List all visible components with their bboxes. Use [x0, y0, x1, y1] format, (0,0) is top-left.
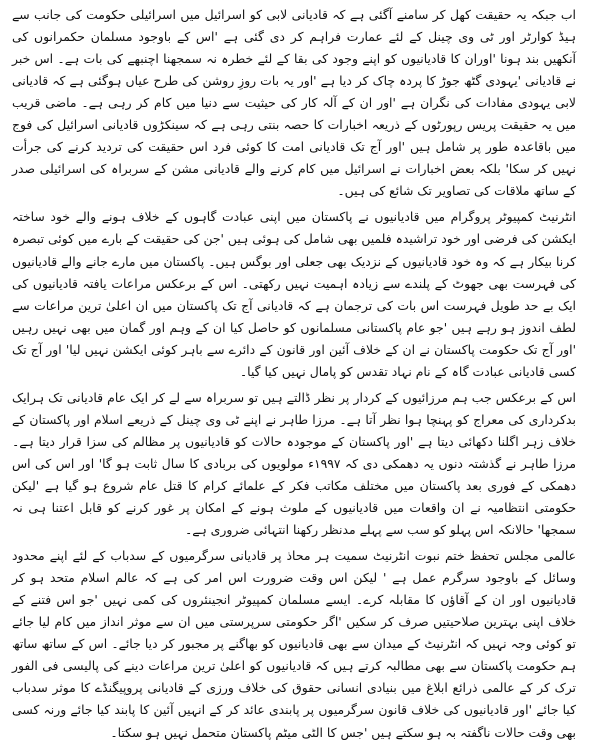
paragraph-3: اس کے برعکس جب ہم مرزائیوں کے کردار پر نظر ڈالتے ہیں تو سربراہ سے لے کر ایک عام قادیانی تک ہرایک بدکرداری کی معراج کو پہنچا ہوا نظر آتا ہے۔ مرزا طاہر نے اپنے ٹی وی چینل کے ذریعے اسلام اور پاکستان کے خلاف زہر اگلنا دکھائی دیتا ہے 'اور پاکستان کے موجودہ حالات کو قادیانیوں پر مظالم کی سزا قرار دیتا ہے۔ مرزا طاہر نے گذشتہ دنوں یہ دھمکی دی کہ ۱۹۹۷ء مولویوں کی بربادی کا سال ثابت ہو گا' اور اس کی اس دھمکی کے فوری بعد پاکستان میں مختلف مکاتب فکر کے علمائے کرام کا قتل عام شروع ہو گیا ہے 'لیکن حکومتی انتظامیہ نے ان واقعات میں قادیانیوں کے ملوث ہونے کے امکان پر غور کرنے کو قابل اعتنا ہی نہ سمجھا' حالانکہ اس پہلو کو سب سے پہلے مدنظر رکھنا انتہائی ضروری ہے۔ [12, 389, 576, 538]
paragraph-4: عالمی مجلس تحفظ ختم نبوت انٹرنیٹ سمیت ہر محاذ پر قادیانی سرگرمیوں کے سدباب کے لئے اپنے محدود وسائل کے باوجود سرگرم عمل ہے ' لیکن اس وقت ضرورت اس امر کی ہے کہ عالم اسلام متحد ہو کر قادیانیوں اور ان کے آقاؤں کا مقابلہ کرے۔ ایسے مسلمان کمپیوٹر انجینئروں کی کمی نہیں 'جو اس فتنے کے خلاف اپنی بہترین صلاحیتیں صرف کر سکیں 'اگر حکومتی سرپرستی میں ان سے موثر انداز میں کام لیا جائے تو کوئی وجہ نہیں کہ انٹرنیٹ کے میدان سے بھی قادیانیوں کو بھاگنے پر مجبور کر دیا جائے۔ اس کے ساتھ ساتھ ہم حکومت پاکستان سے بھی مطالبہ کرتے ہیں کہ قادیانیوں کو اعلیٰ ترین مراعات دینے کی پالیسی فی الفور ترک کر کے عالمی ذرائع ابلاغ میں بنیادی انسانی حقوق کی خلاف ورزی کے قادیانی پروپیگنڈے کا موثر سدباب کیا جائے 'اور قادیانیوں کی خلاف قانون سرگرمیوں پر پابندی عائد کر کے انہیں آئین کا پابند کیا جائے ورنہ کسی بھی وقت حالات ناگفتہ بہ ہو سکتے ہیں 'جس کا الٹی میٹم پاکستان متحمل نہیں ہو سکتا۔ [12, 548, 576, 740]
paragraph-1: اب جبکہ یہ حقیقت کھل کر سامنے آگئی ہے کہ قادیانی لابی کو اسرائیل میں اسرائیلی حکومت کی جانب سے ہیڈ کوارٹر اور ٹی وی چینل کے لئے عمارت فراہم کر دی گئی ہے 'اس کے باوجود مسلمان حکمرانوں کی آنکھیں بند ہونا 'اوران کا قادیانیوں کو اپنے وجود کی بقا کے لئے خطرہ نہ سمجھنا اچنبھے کی بات ہے۔ اس خبر نے قادیانی 'یہودی گٹھ جوڑ کا پردہ چاک کر دیا ہے 'اور یہ بات روزِ روشن کی طرح عیاں ہوگئی ہے کہ قادیانی لابی یہودی مفادات کی نگران ہے 'اور ان کے آلہ کار کی حیثیت سے دنیا میں کام کر رہی ہے۔ ماضی قریب میں یہ حقیقت پریس رپورٹوں کے ذریعہ اخبارات کا حصہ بنتی رہی ہے کہ سینکڑوں قادیانی اسرائیل کی فوج میں باقاعدہ طور پر شامل ہیں 'اور آج تک قادیانی امت کا کوئی فرد اس حقیقت کی تردید کرنے کی جرأت نہیں کر سکا' بلکہ بعض اخبارات نے اسرائیل میں کام کرنے والے قادیانی مشن کے سربراہ کی اسرائیلی صدر کے ساتھ ملاقات کی تصاویر تک شائع کی ہیں۔ [12, 7, 576, 199]
paragraph-2: انٹرنیٹ کمپیوٹر پروگرام میں قادیانیوں نے پاکستان میں اپنی عبادت گاہوں کے خلاف ہونے والے خود ساختہ ایکشن کی فرضی اور خود تراشیدہ فلمیں بھی شامل کی ہوئی ہیں 'جن کی حقیقت کے بارے میں کوئی تبصرہ کرنا بیکار ہے کہ وہ خود قادیانیوں کے نزدیک بھی جعلی اور بوگس ہیں۔ پاکستان میں مارے جانے والے قادیانیوں کی فہرست بھی جھوٹ کے پلندے سے زیادہ اہمیت نہیں رکھتی۔ اس کے برعکس مراعات یافتہ قادیانیوں کی ایک بے حد طویل فہرست اس بات کی ترجمان ہے کہ قادیانی آج تک پاکستان میں ان اعلیٰ ترین مراعات سے لطف اندوز ہو رہے ہیں 'جو عام پاکستانی مسلمانوں کو حاصل کیا ان کے وہم اور گمان میں بھی نہیں رہیں 'اور آج تک حکومت پاکستان نے ان کے خلاف آئین اور قانون کے دائرے سے باہر کوئی ایکشن نہیں لیا' اور آج تک کسی قادیانی عبادت گاہ کے نام نہاد تقدس کو پامال نہیں کیا گیا۔ [12, 209, 576, 379]
